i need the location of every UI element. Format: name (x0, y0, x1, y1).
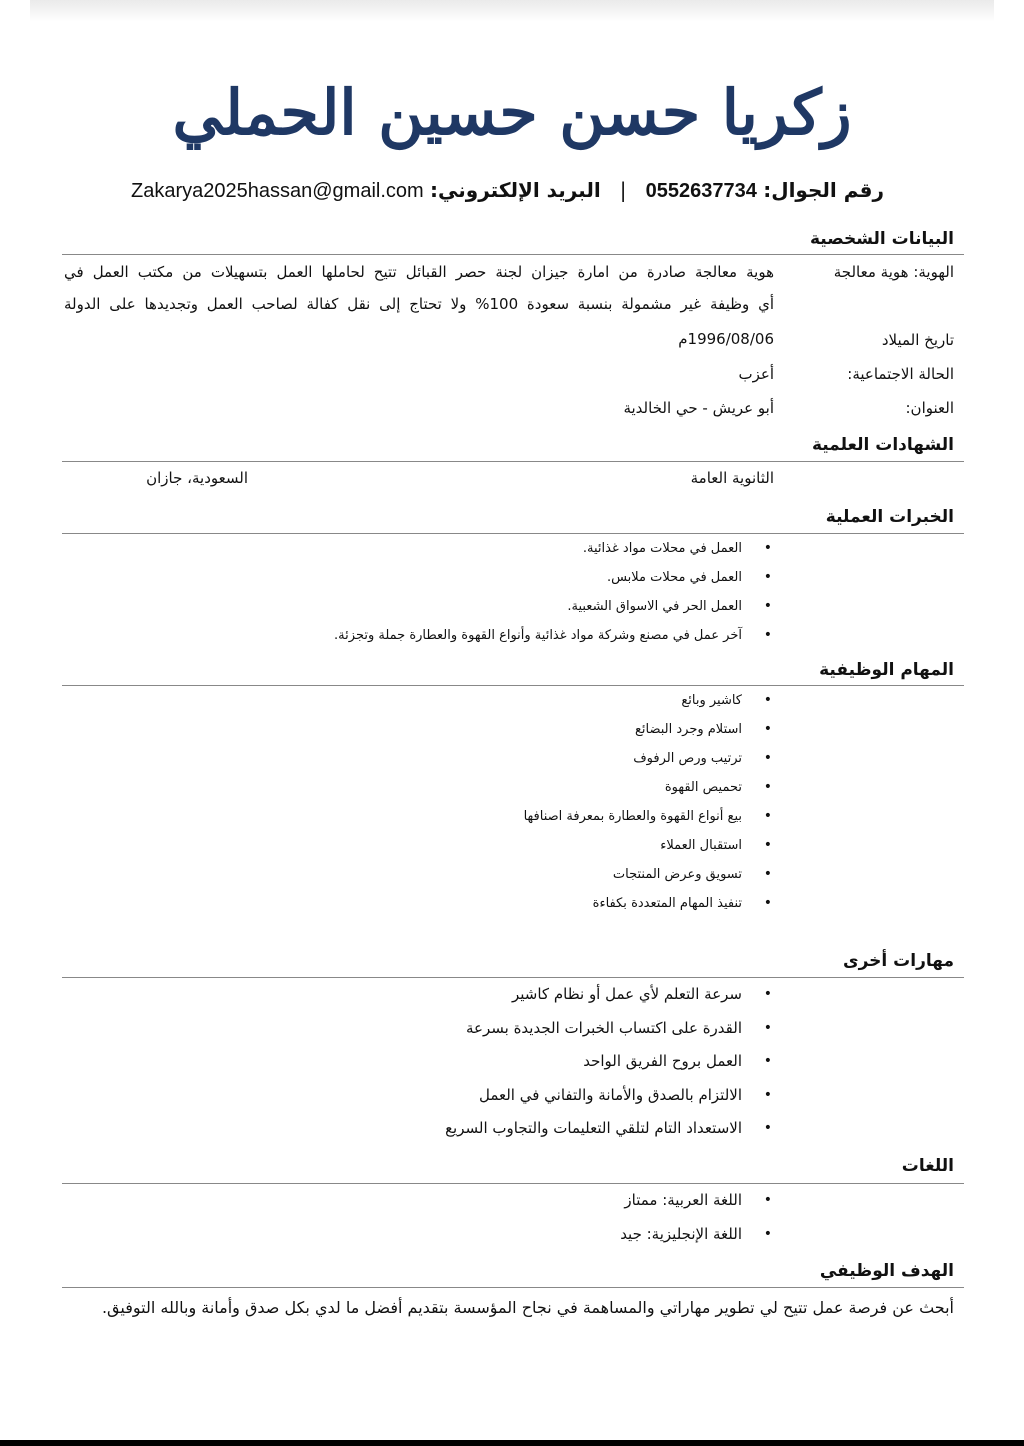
id-description-line-2: أي وظيفة غير مشمولة بنسبة سعودة 100% ولا تحتاج إلى نقل كفالة لصاحب العمل وتجديدها على الدولة (64, 295, 774, 313)
languages-section-title: اللغات (901, 1156, 954, 1176)
experience-list (334, 534, 742, 650)
skills-list (445, 978, 742, 1146)
tasks-divider (62, 685, 964, 686)
tasks-section-title: المهام الوظيفية (819, 660, 954, 680)
personal-section-title: البيانات الشخصية (809, 229, 954, 249)
objective-text: أبحث عن فرصة عمل تتيح لي تطوير مهاراتي والمساهمة في نجاح المؤسسة بتقديم أفضل ما لدي بكل صدق وأمانة وبالله التوفيق. (101, 1298, 954, 1317)
list-item: • بيع أنواع القهوة والعطارة بمعرفة اصنافها (524, 802, 742, 831)
experience-section-title: الخبرات العملية (825, 507, 954, 527)
objective-divider (62, 1287, 964, 1288)
dob-value: 1996/08/06م (678, 330, 774, 348)
list-item: • العمل في محلات مواد غذائية. (334, 534, 742, 563)
list-item: • العمل بروح الفريق الواحد (445, 1045, 742, 1079)
id-description-line-1: هوية معالجة صادرة من امارة جيزان لجنة حصر القبائل تتيح لحاملها العمل بتسهيلات من مكتب العمل في (64, 263, 774, 281)
id-description (64, 256, 774, 320)
phone-label: رقم الجوال: (763, 178, 884, 202)
languages-list (620, 1184, 742, 1251)
list-item: • آخر عمل في مصنع وشركة مواد غذائية وأنواع القهوة والعطارة جملة وتجزئة. (334, 621, 742, 650)
education-section-title: الشهادات العلمية (811, 435, 954, 455)
list-item: • الالتزام بالصدق والأمانة والتفاني في العمل (445, 1079, 742, 1113)
marital-label: الحالة الاجتماعية: (847, 365, 954, 383)
skills-section-title: مهارات أخرى (843, 951, 954, 971)
list-item: • استقبال العملاء (524, 831, 742, 860)
personal-divider (62, 254, 964, 255)
languages-divider (62, 1183, 964, 1184)
list-item: • اللغة الإنجليزية: جيد (620, 1218, 742, 1252)
list-item: • تسويق وعرض المنتجات (524, 860, 742, 889)
list-item: • اللغة العربية: ممتاز (620, 1184, 742, 1218)
top-shadow-bar (30, 0, 994, 22)
list-item: • سرعة التعلم لأي عمل أو نظام كاشير (445, 978, 742, 1012)
list-item: • ترتيب ورص الرفوف (524, 744, 742, 773)
list-item: • الاستعداد التام لتلقي التعليمات والتجاوب السريع (445, 1112, 742, 1146)
education-degree: الثانوية العامة (690, 469, 774, 487)
list-item: • العمل في محلات ملابس. (334, 563, 742, 592)
email-label: البريد الإلكتروني: (430, 178, 601, 202)
id-label: الهوية: هوية معالجة (833, 263, 954, 281)
list-item: • استلام وجرد البضائع (524, 715, 742, 744)
education-location: السعودية، جازان (146, 469, 248, 487)
bottom-edge-bar (0, 1440, 1024, 1446)
tasks-list (524, 686, 742, 918)
education-divider (62, 461, 964, 462)
marital-value: أعزب (738, 365, 774, 383)
objective-section-title: الهدف الوظيفي (819, 1261, 954, 1281)
list-item: • تحميص القهوة (524, 773, 742, 802)
contact-line (60, 172, 884, 209)
list-item: • كاشير وبائع (524, 686, 742, 715)
email-address: Zakarya2025hassan@gmail.com (131, 180, 424, 202)
address-value: أبو عريش - حي الخالدية (623, 399, 774, 417)
dob-label: تاريخ الميلاد (881, 331, 954, 349)
address-label: العنوان: (905, 399, 954, 417)
list-item: • القدرة على اكتساب الخبرات الجديدة بسرعة (445, 1012, 742, 1046)
list-item: • العمل الحر في الاسواق الشعبية. (334, 592, 742, 621)
list-item: • تنفيذ المهام المتعددة بكفاءة (524, 889, 742, 918)
contact-separator: | (619, 178, 627, 202)
phone-number: 0552637734 (645, 180, 757, 202)
resume-name: زكريا حسن حسين الحملي (172, 76, 852, 149)
